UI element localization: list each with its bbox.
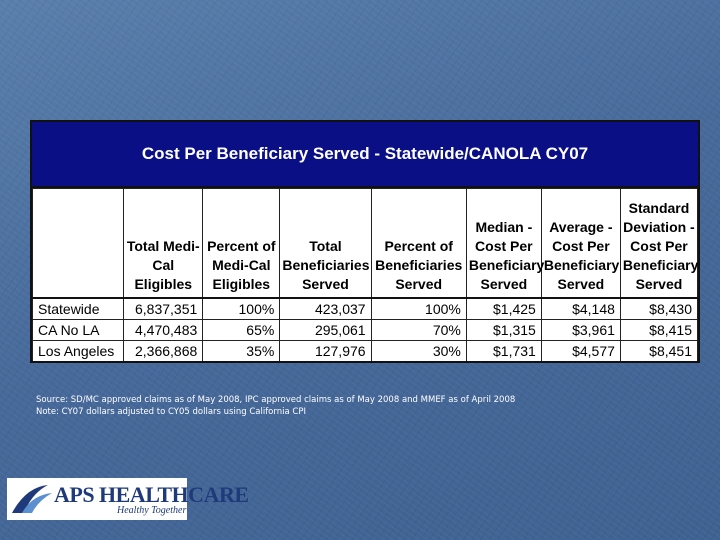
table-cell: $8,415: [620, 320, 697, 341]
table-cell: 65%: [203, 320, 280, 341]
table-cell: 423,037: [280, 298, 371, 320]
table-row: [33, 298, 698, 320]
source-line: Source: SD/MC approved claims as of May 2008, IPC approved claims as of May 2008 and MMEF as of April 2008: [36, 395, 516, 405]
header-cell: Average - Cost Per Beneficiary Served: [541, 189, 620, 299]
source-notes: [36, 394, 515, 418]
table-cell: 30%: [371, 341, 466, 362]
table-cell: $4,577: [541, 341, 620, 362]
table-title: Cost Per Beneficiary Served - Statewide/CANOLA CY07: [32, 122, 698, 188]
table-cell: $1,731: [466, 341, 541, 362]
table-cell: 4,470,483: [124, 320, 203, 341]
table-cell: $8,451: [620, 341, 697, 362]
table-cell: $3,961: [541, 320, 620, 341]
table-cell: 35%: [203, 341, 280, 362]
row-label: Los Angeles: [33, 341, 124, 362]
note-line: Note: CY07 dollars adjusted to CY05 dollars using California CPI: [36, 407, 306, 417]
header-cell: Percent of Beneficiaries Served: [371, 189, 466, 299]
row-label: CA No LA: [33, 320, 124, 341]
table-header-row: [33, 189, 698, 299]
header-cell: Percent of Medi-Cal Eligibles: [203, 189, 280, 299]
header-cell: [33, 189, 124, 299]
header-cell: Standard Deviation - Cost Per Beneficiary Served: [620, 189, 697, 299]
cost-table-panel: [30, 120, 700, 363]
row-label: Statewide: [33, 298, 124, 320]
table-row: [33, 341, 698, 362]
cost-table: [32, 188, 698, 361]
table-cell: 2,366,868: [124, 341, 203, 362]
table-cell: 6,837,351: [124, 298, 203, 320]
aps-swoosh-icon: [10, 481, 54, 517]
header-cell: Median - Cost Per Beneficiary Served: [466, 189, 541, 299]
logo-wordmark: APS HEALTHCARE: [54, 482, 249, 507]
logo-tagline: Healthy Together: [117, 505, 187, 516]
header-cell: Total Medi-Cal Eligibles: [124, 189, 203, 299]
table-cell: 127,976: [280, 341, 371, 362]
table-cell: $1,315: [466, 320, 541, 341]
table-cell: 100%: [203, 298, 280, 320]
table-cell: 295,061: [280, 320, 371, 341]
table-row: [33, 320, 698, 341]
header-cell: Total Beneficiaries Served: [280, 189, 371, 299]
aps-healthcare-logo: [7, 478, 249, 520]
table-cell: $8,430: [620, 298, 697, 320]
table-cell: $4,148: [541, 298, 620, 320]
table-cell: 100%: [371, 298, 466, 320]
table-cell: $1,425: [466, 298, 541, 320]
table-cell: 70%: [371, 320, 466, 341]
